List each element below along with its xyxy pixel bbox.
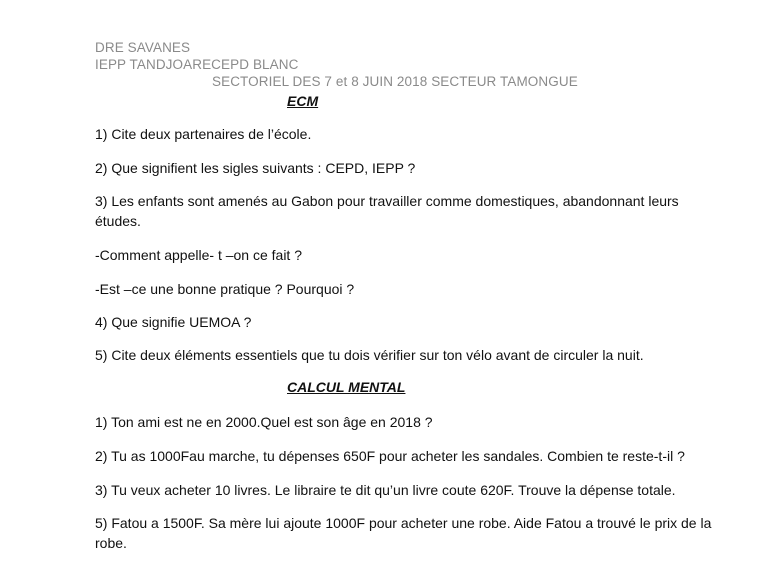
ecm-question-5: 5) Cite deux éléments essentiels que tu dois vérifier sur ton vélo avant de circuler la nuit. [95,347,644,363]
calcul-question-3: 3) Tu veux acheter 10 livres. Le libraire te dit qu’un livre coute 620F. Trouve la dépense totale. [95,482,676,498]
calcul-question-2: 2) Tu as 1000Fau marche, tu dépenses 650F pour acheter les sandales. Combien te reste-t-il ? [95,448,685,464]
ecm-question-4: 4) Que signifie UEMOA ? [95,314,252,330]
ecm-question-3: 3) Les enfants sont amenés au Gabon pour travailler comme domestiques, abandonnant leurs études. [95,193,679,229]
calcul-question-5: 5) Fatou a 1500F. Sa mère lui ajoute 1000F pour acheter une robe. Aide Fatou a trouvé le prix de la robe. [95,515,712,551]
ecm-subquestion-a: -Comment appelle- t –on ce fait ? [95,247,302,263]
header-dre: DRE SAVANES [95,40,191,55]
ecm-question-1: 1) Cite deux partenaires de l’école. [95,126,312,142]
ecm-question-2: 2) Que signifient les sigles suivants : CEPD, IEPP ? [95,160,416,176]
header-sectoriel: SECTORIEL DES 7 et 8 JUIN 2018 SECTEUR TAMONGUE [212,74,578,89]
ecm-subquestion-b: -Est –ce une bonne pratique ? Pourquoi ? [95,281,355,297]
calcul-question-1: 1) Ton ami est ne en 2000.Quel est son âge en 2018 ? [95,414,433,430]
header-iepp: IEPP TANDJOARECEPD BLANC [95,57,299,72]
section-title-calcul-mental: CALCUL MENTAL [287,379,406,395]
section-title-ecm: ECM [287,93,319,109]
